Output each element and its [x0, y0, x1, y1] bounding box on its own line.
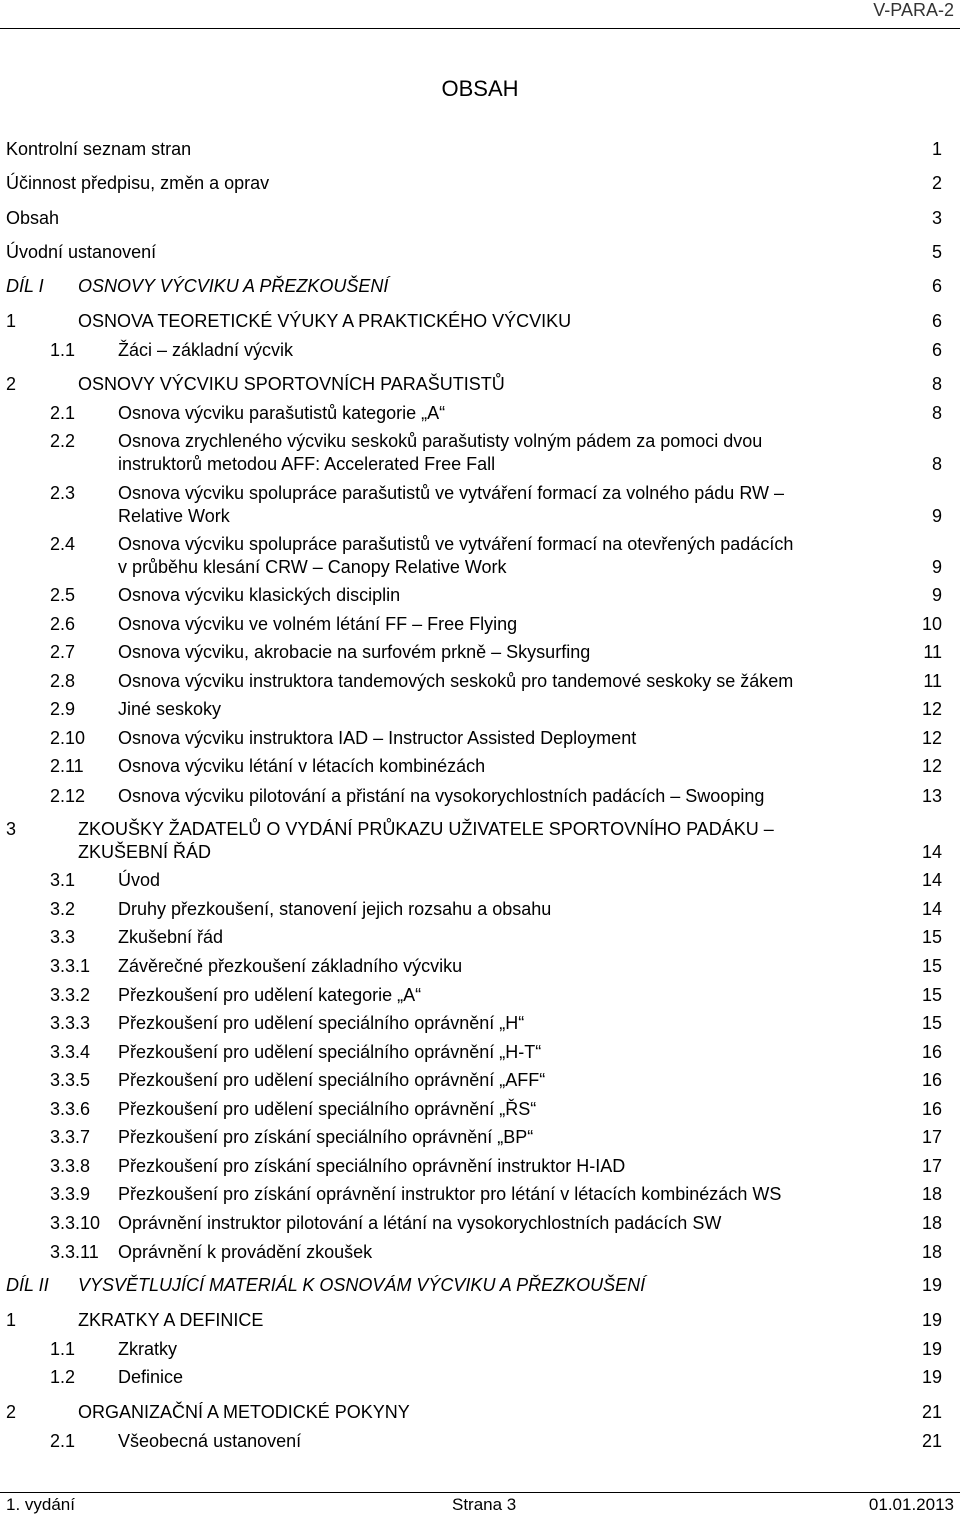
toc-number: 3.2 — [50, 899, 76, 919]
toc-entry[interactable] — [6, 670, 942, 693]
toc-entry[interactable] — [6, 339, 942, 362]
doc-code: V-PARA-2 — [873, 0, 954, 20]
toc-page-number: 11 — [923, 642, 942, 662]
toc-text: Kontrolní seznam stran — [6, 139, 192, 159]
toc-text: Zkratky — [118, 1339, 178, 1359]
toc-number: 2.1 — [50, 403, 76, 423]
toc-text: Úvod — [118, 870, 161, 890]
toc-entry[interactable] — [6, 430, 942, 476]
toc-number: 3 — [6, 819, 17, 839]
toc-entry[interactable] — [6, 613, 942, 636]
toc-number: 2.5 — [50, 585, 76, 605]
toc-text: Osnova zrychleného výcviku seskoků parašutisty volným pádem za pomoci dvou — [118, 431, 763, 451]
toc-page-number: 6 — [931, 276, 942, 296]
toc-number: 3.3.4 — [50, 1042, 91, 1062]
toc-text: Druhy přezkoušení, stanovení jejich rozsahu a obsahu — [118, 899, 552, 919]
toc-number: 3.3.2 — [50, 985, 91, 1005]
toc-number: 3.3.1 — [50, 956, 91, 976]
toc-number: 3.3.7 — [50, 1127, 91, 1147]
header-rule — [0, 28, 960, 29]
toc-number: 3.3.10 — [50, 1213, 101, 1233]
toc-text-line2: instruktorů metodou AFF: Accelerated Free Fall — [118, 454, 496, 474]
toc-text: Jiné seskoky — [118, 699, 222, 719]
toc-text: Závěrečné přezkoušení základního výcviku — [118, 956, 463, 976]
toc-page-number: 15 — [921, 985, 942, 1005]
toc-number: 2.9 — [50, 699, 76, 719]
toc-text: Přezkoušení pro udělení speciálního oprávnění „ŘS“ — [118, 1099, 537, 1119]
toc-page-number: 19 — [921, 1275, 942, 1295]
toc-entry[interactable] — [6, 1430, 942, 1453]
toc-text: Osnova výcviku spolupráce parašutistů ve vytváření formací na otevřených padácích — [118, 534, 794, 554]
toc-page-number: 14 — [921, 842, 942, 862]
toc-page-number: 15 — [921, 927, 942, 947]
toc-text: Osnova výcviku instruktora tandemových seskoků pro tandemové seskoky se žákem — [118, 671, 794, 691]
toc-text: Přezkoušení pro udělení speciálního oprávnění „AFF“ — [118, 1070, 546, 1090]
toc-entry[interactable] — [6, 1069, 942, 1092]
toc-entry[interactable] — [6, 1241, 942, 1264]
toc-number: 3.3.3 — [50, 1013, 91, 1033]
toc-number: 2.3 — [50, 483, 76, 503]
toc-entry[interactable] — [6, 1212, 942, 1235]
toc-number: 2.8 — [50, 671, 76, 691]
toc-page-number: 12 — [921, 699, 942, 719]
toc-page-number: 19 — [921, 1310, 942, 1330]
toc-text: ZKRATKY A DEFINICE — [78, 1310, 264, 1330]
toc-page-number: 15 — [921, 1013, 942, 1033]
toc-entry[interactable] — [6, 275, 942, 298]
toc-text: Osnova výcviku klasických disciplin — [118, 585, 401, 605]
toc-entry[interactable] — [6, 1098, 942, 1121]
toc-page-number: 2 — [931, 173, 942, 193]
toc-page-number: 9 — [931, 585, 942, 605]
toc-text-line2: v průběhu klesání CRW – Canopy Relative Work — [118, 557, 507, 577]
toc-number: 2.4 — [50, 534, 76, 554]
toc-number: 1 — [6, 1310, 17, 1330]
toc-number: 1.2 — [50, 1367, 76, 1387]
toc-page-number: 21 — [921, 1402, 942, 1422]
toc-text-line2: ZKUŠEBNÍ ŘÁD — [78, 842, 212, 862]
toc-text: Osnova výcviku létání v létacích kombinézách — [118, 756, 486, 776]
toc-entry[interactable] — [6, 1155, 942, 1178]
toc-text: Obsah — [6, 208, 60, 228]
toc-page-number: 15 — [921, 956, 942, 976]
toc-entry[interactable] — [6, 955, 942, 978]
toc-entry[interactable] — [6, 898, 942, 921]
toc-number: 2.7 — [50, 642, 76, 662]
toc-entry[interactable] — [6, 584, 942, 607]
toc-page-number: 18 — [921, 1184, 942, 1204]
toc-entry[interactable] — [6, 373, 942, 396]
toc-text: VYSVĚTLUJÍCÍ MATERIÁL K OSNOVÁM VÝCVIKU A PŘEZKOUŠENÍ — [78, 1275, 646, 1295]
toc-text: Oprávnění instruktor pilotování a létání na vysokorychlostních padácích SW — [118, 1213, 722, 1233]
toc-entry[interactable] — [6, 1012, 942, 1035]
toc-text: OSNOVA TEORETICKÉ VÝUKY A PRAKTICKÉHO VÝCVIKU — [78, 311, 572, 331]
toc-entry[interactable] — [6, 241, 942, 264]
toc-text: Přezkoušení pro udělení kategorie „A“ — [118, 985, 422, 1005]
toc-text: Oprávnění k provádění zkoušek — [118, 1242, 373, 1262]
toc-entry[interactable] — [6, 1338, 942, 1361]
toc-text: Přezkoušení pro získání speciálního oprávnění instruktor H-IAD — [118, 1156, 626, 1176]
toc-text: ORGANIZAČNÍ A METODICKÉ POKYNY — [78, 1402, 410, 1422]
toc-number: DÍL II — [6, 1275, 49, 1295]
toc-number: 2 — [6, 374, 17, 394]
toc-entry[interactable] — [6, 1366, 942, 1389]
toc-entry[interactable] — [6, 1309, 942, 1332]
toc-text: Přezkoušení pro udělení speciálního oprávnění „H-T“ — [118, 1042, 542, 1062]
toc-text: Zkušební řád — [118, 927, 224, 947]
toc-page-number: 18 — [921, 1213, 942, 1233]
toc-text: Osnova výcviku spolupráce parašutistů ve vytváření formací za volného pádu RW – — [118, 483, 784, 503]
footer-rule — [0, 1492, 960, 1493]
toc-page-number: 6 — [931, 340, 942, 360]
toc-page-number: 9 — [931, 557, 942, 577]
toc-entry[interactable] — [6, 869, 942, 892]
toc-page-number: 14 — [921, 899, 942, 919]
toc-number: 2.11 — [50, 756, 84, 776]
toc-number: 2 — [6, 1402, 17, 1422]
toc-page-number: 16 — [921, 1070, 942, 1090]
toc-text: Osnova výcviku, akrobacie na surfovém prkně – Skysurfing — [118, 642, 591, 662]
toc-text: Osnova výcviku pilotování a přistání na vysokorychlostních padácích – Swooping — [118, 786, 765, 806]
toc-page-number: 16 — [921, 1042, 942, 1062]
toc-page-number: 19 — [921, 1339, 942, 1359]
toc-page-number: 8 — [931, 403, 942, 423]
toc-page-number: 10 — [921, 614, 942, 634]
toc-entry[interactable] — [6, 984, 942, 1007]
toc-entry[interactable] — [6, 755, 942, 778]
toc-page-number: 19 — [921, 1367, 942, 1387]
toc-number: 3.3.11 — [50, 1242, 99, 1262]
toc-page-number: 13 — [921, 786, 942, 806]
toc-text: OSNOVY VÝCVIKU A PŘEZKOUŠENÍ — [78, 276, 389, 296]
toc-text: ZKOUŠKY ŽADATELŮ O VYDÁNÍ PRŮKAZU UŽIVATELE SPORTOVNÍHO PADÁKU – — [78, 819, 774, 839]
toc-page-number: 17 — [921, 1156, 942, 1176]
toc-entry[interactable] — [6, 785, 942, 808]
toc-page-number: 17 — [921, 1127, 942, 1147]
toc-number: 3.3.5 — [50, 1070, 91, 1090]
toc-page-number: 9 — [931, 506, 942, 526]
toc-number: 2.2 — [50, 431, 76, 451]
toc-text: Přezkoušení pro udělení speciálního oprávnění „H“ — [118, 1013, 525, 1033]
footer-date: 01.01.2013 — [868, 1495, 954, 1514]
toc-entry[interactable] — [6, 727, 942, 750]
toc-entry[interactable] — [6, 482, 942, 528]
toc-number: 2.6 — [50, 614, 76, 634]
toc-entry[interactable] — [6, 1274, 942, 1297]
toc-page-number: 12 — [921, 728, 942, 748]
toc-page-number: 8 — [931, 374, 942, 394]
toc-text-line2: Relative Work — [118, 506, 230, 526]
footer-edition: 1. vydání — [6, 1495, 75, 1514]
toc-text: OSNOVY VÝCVIKU SPORTOVNÍCH PARAŠUTISTŮ — [78, 374, 505, 394]
toc-entry[interactable] — [6, 172, 942, 195]
toc-number: 1.1 — [50, 340, 76, 360]
toc-text: Žáci – základní výcvik — [118, 340, 294, 360]
toc-page-number: 8 — [931, 454, 942, 474]
toc-number: 1 — [6, 311, 17, 331]
toc-number: 2.10 — [50, 728, 86, 748]
toc-text: Osnova výcviku parašutistů kategorie „A“ — [118, 403, 446, 423]
toc-entry[interactable] — [6, 698, 942, 721]
toc-text: Všeobecná ustanovení — [118, 1431, 302, 1451]
toc-text: Přezkoušení pro získání speciálního oprávnění „BP“ — [118, 1127, 534, 1147]
footer-page-label: Strana 3 — [452, 1495, 517, 1514]
toc-entry[interactable] — [6, 1126, 942, 1149]
toc-entry[interactable] — [6, 641, 942, 664]
toc-number: 2.12 — [50, 786, 86, 806]
toc-entry[interactable] — [6, 1041, 942, 1064]
toc-number: 3.3.9 — [50, 1184, 91, 1204]
toc-text: Úvodní ustanovení — [6, 242, 157, 262]
toc-page-number: 3 — [931, 208, 942, 228]
toc-page-number: 14 — [921, 870, 942, 890]
toc-entry[interactable] — [6, 1183, 942, 1206]
toc-text: Přezkoušení pro získání oprávnění instruktor pro létání v létacích kombinézách WS — [118, 1184, 782, 1204]
toc-number: 2.1 — [50, 1431, 76, 1451]
toc-page-number: 5 — [931, 242, 942, 262]
page-title: OBSAH — [441, 76, 519, 101]
toc-entry[interactable] — [6, 533, 942, 579]
toc-page-number: 11 — [923, 671, 942, 691]
toc-entry[interactable] — [6, 1401, 942, 1424]
toc-text: Osnova výcviku instruktora IAD – Instructor Assisted Deployment — [118, 728, 637, 748]
toc-number: 3.3.8 — [50, 1156, 91, 1176]
toc-page-number: 12 — [921, 756, 942, 776]
toc-entry[interactable] — [6, 310, 942, 333]
toc-number: 3.1 — [50, 870, 76, 890]
toc-number: DÍL I — [6, 276, 44, 296]
toc-entry[interactable] — [6, 402, 942, 425]
toc-page-number: 16 — [921, 1099, 942, 1119]
toc-page-number: 1 — [931, 139, 942, 159]
toc-entry[interactable] — [6, 207, 942, 230]
toc-entry[interactable] — [6, 818, 942, 864]
toc-entry[interactable] — [6, 926, 942, 949]
toc-number: 1.1 — [50, 1339, 76, 1359]
toc-text: Definice — [118, 1367, 184, 1387]
toc-page-number: 18 — [921, 1242, 942, 1262]
toc-page-number: 6 — [931, 311, 942, 331]
toc-page-number: 21 — [921, 1431, 942, 1451]
toc-text: Osnova výcviku ve volném létání FF – Free Flying — [118, 614, 518, 634]
toc-number: 3.3.6 — [50, 1099, 91, 1119]
toc-entry[interactable] — [6, 138, 942, 161]
toc-text: Účinnost předpisu, změn a oprav — [6, 173, 270, 193]
toc-number: 3.3 — [50, 927, 76, 947]
